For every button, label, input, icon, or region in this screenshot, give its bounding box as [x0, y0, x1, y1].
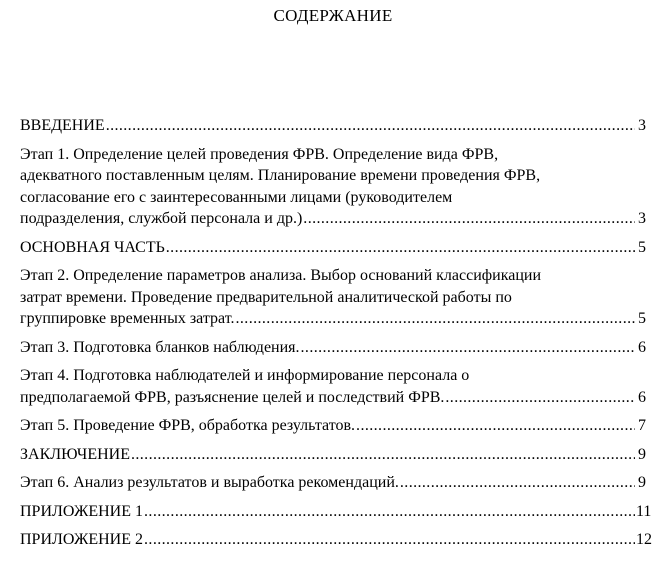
- toc-list: [20, 115, 652, 558]
- toc-page-number: 3: [638, 210, 646, 227]
- dot-leader: [303, 208, 635, 230]
- toc-entry[interactable]: [20, 529, 652, 551]
- toc-entry-last-line: [20, 237, 646, 259]
- toc-entry-line: Этап 1. Определение целей проведения ФРВ. Определение вида ФРВ,: [20, 145, 499, 163]
- toc-entry-label: подразделения, службой персонала и др.): [20, 210, 303, 227]
- toc-entry-label: ОСНОВНАЯ ЧАСТЬ: [20, 238, 165, 256]
- toc-entry-last-line: [20, 308, 646, 330]
- dot-leader: [400, 472, 635, 494]
- dot-leader: [131, 444, 635, 466]
- toc-entry-label: Этап 5. Проведение ФРВ, обработка результатов.: [20, 417, 356, 434]
- toc-entry-line: согласование его с заинтересованными лицами (руководителем: [20, 188, 453, 206]
- toc-page-number: 7: [638, 417, 646, 434]
- dot-leader: [301, 337, 635, 359]
- toc-entry-label: ПРИЛОЖЕНИЕ 2: [20, 531, 144, 548]
- toc-entry-last-line: [20, 415, 646, 437]
- toc-entry-last-line: [20, 444, 646, 466]
- toc-entry-line: Этап 2. Определение параметров анализа. Выбор оснований классификации: [20, 267, 542, 284]
- toc-entry[interactable]: [20, 365, 646, 408]
- dot-leader: [445, 387, 635, 409]
- toc-entry-label: группировке временных затрат.: [20, 310, 235, 327]
- toc-entry-label: предполагаемой ФРВ, разъяснение целей и последствий ФРВ.: [20, 388, 445, 406]
- dot-leader: [144, 501, 635, 523]
- dot-leader: [106, 115, 635, 137]
- toc-entry-line: Этап 4. Подготовка наблюдателей и информирование персонала о: [20, 367, 470, 384]
- toc-entry-label: ВВЕДЕНИЕ: [20, 117, 105, 134]
- toc-page-number: 9: [638, 445, 646, 463]
- toc-entry[interactable]: [20, 237, 646, 259]
- toc-entry-last-line: [20, 529, 652, 551]
- dot-leader: [236, 308, 636, 330]
- toc-entry-label: Этап 6. Анализ результатов и выработка рекомендаций.: [20, 474, 399, 491]
- toc-entry[interactable]: [20, 472, 646, 494]
- toc-entry[interactable]: [20, 144, 646, 230]
- dot-leader: [356, 415, 635, 437]
- toc-page-number: 6: [638, 338, 646, 356]
- toc-page-number: 5: [638, 310, 646, 327]
- toc-entry-line: адекватного поставленным целям. Планирование времени проведения ФРВ,: [20, 167, 541, 184]
- dot-leader: [166, 237, 635, 259]
- toc-entry-label: Этап 3. Подготовка бланков наблюдения.: [20, 338, 300, 356]
- toc-entry-last-line: [20, 208, 646, 230]
- toc-page-number: 11: [636, 502, 652, 520]
- toc-title: СОДЕРЖАНИЕ: [273, 6, 393, 25]
- toc-entry-line: затрат времени. Проведение предварительной аналитической работы по: [20, 288, 512, 306]
- toc-page-number: 12: [636, 531, 652, 548]
- toc-entry-last-line: [20, 472, 646, 494]
- toc-entry-label: ЗАКЛЮЧЕНИЕ: [20, 445, 130, 463]
- toc-page-number: 5: [638, 238, 646, 256]
- toc-entry[interactable]: [20, 501, 652, 523]
- toc-entry[interactable]: [20, 444, 646, 466]
- toc-entry-last-line: [20, 387, 646, 409]
- toc-entry[interactable]: [20, 337, 646, 359]
- toc-page-number: 3: [638, 117, 646, 134]
- dot-leader: [144, 529, 635, 551]
- toc-entry-last-line: [20, 501, 652, 523]
- toc-entry-label: ПРИЛОЖЕНИЕ 1: [20, 502, 144, 520]
- toc-entry[interactable]: [20, 115, 646, 137]
- toc-page-number: 9: [638, 474, 646, 491]
- toc-page-number: 6: [638, 388, 646, 406]
- toc-entry-last-line: [20, 115, 646, 137]
- toc-entry[interactable]: [20, 415, 646, 437]
- toc-entry-last-line: [20, 337, 646, 359]
- toc-entry[interactable]: [20, 265, 646, 330]
